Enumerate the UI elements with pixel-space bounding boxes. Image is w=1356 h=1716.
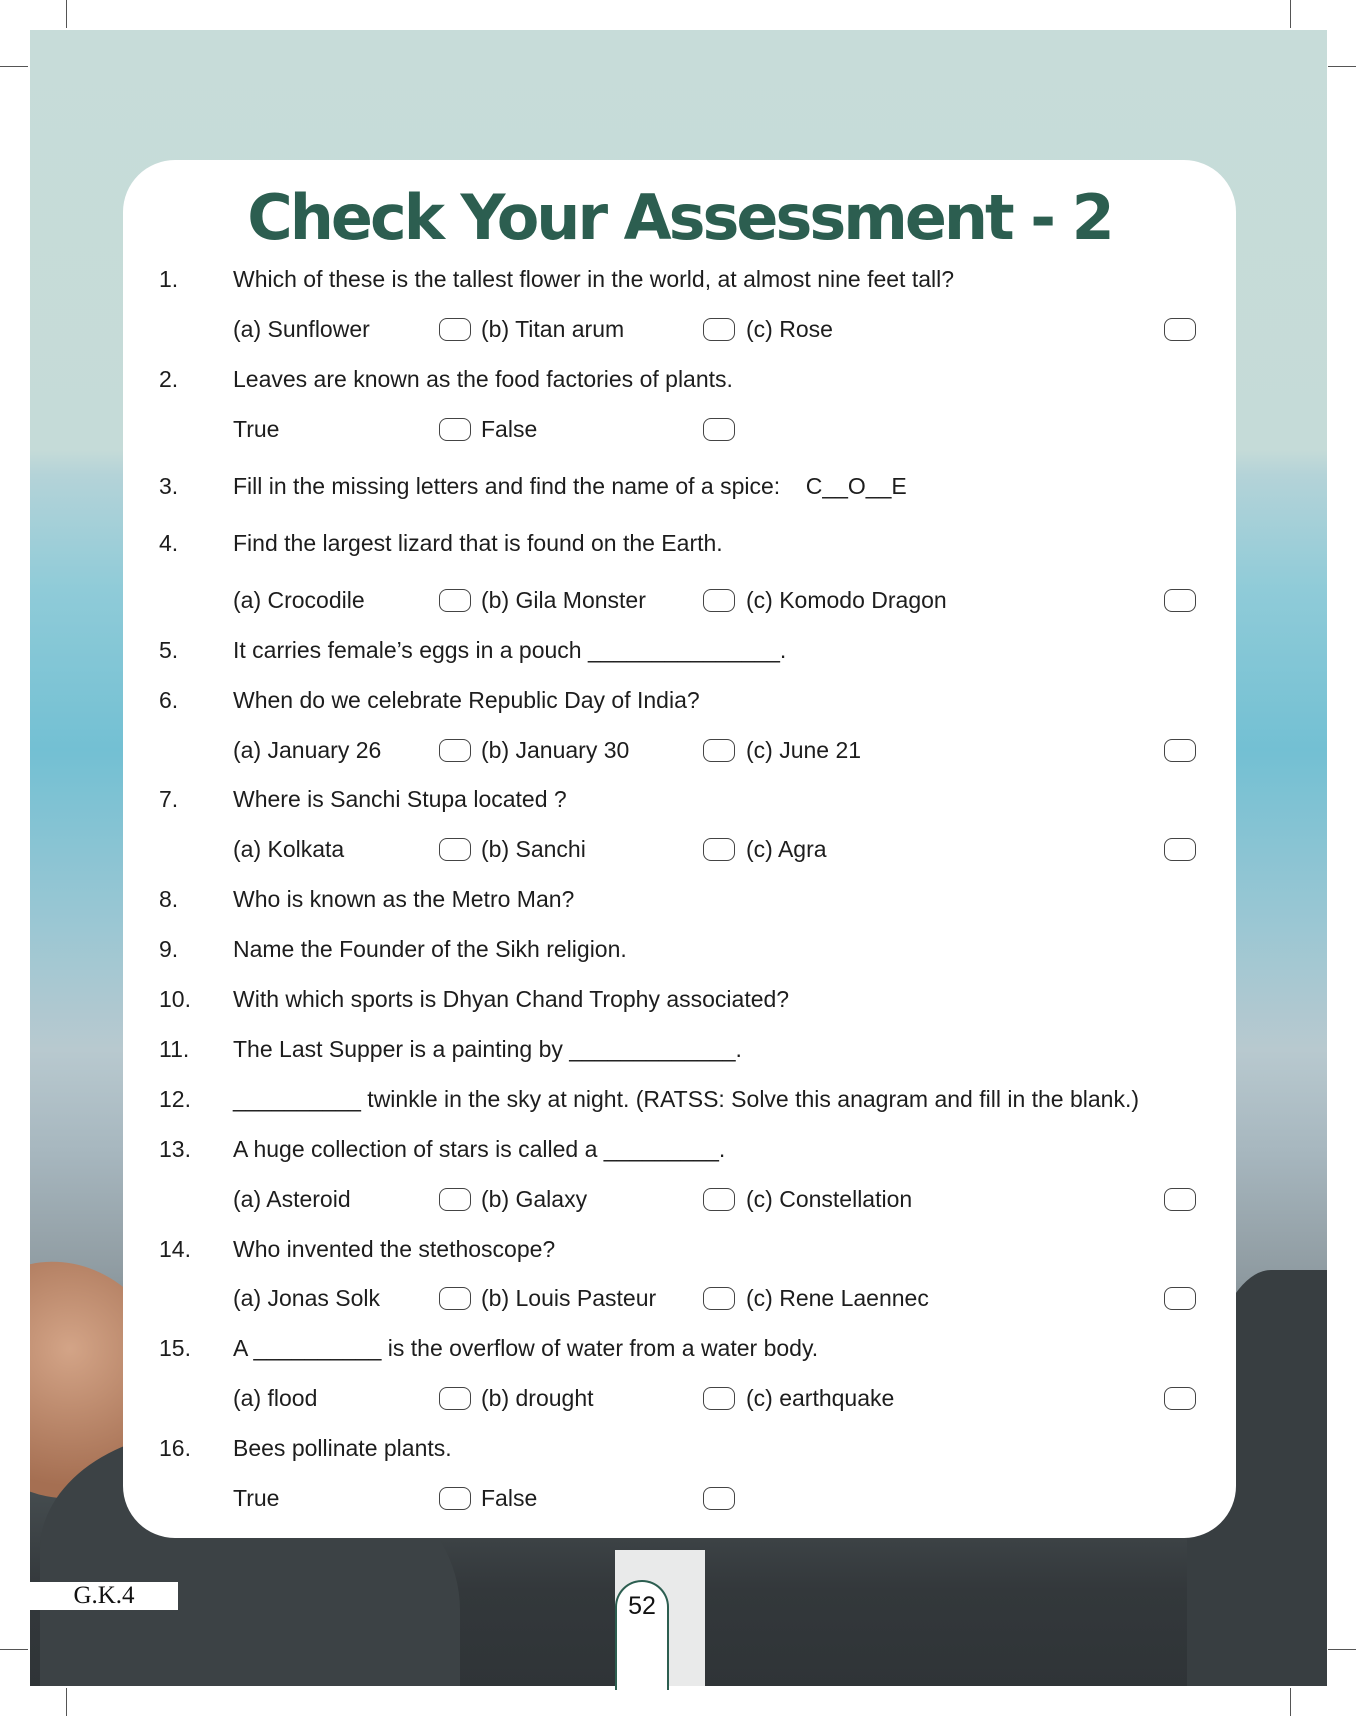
question-text: Leaves are known as the food factories of plants. — [233, 366, 733, 392]
option-label: (c) Agra — [746, 836, 827, 862]
option-label: (b) Titan arum — [481, 316, 625, 342]
question-number: 14. — [159, 1236, 191, 1262]
options-row — [123, 1381, 1236, 1415]
option-label: (a) flood — [233, 1385, 318, 1411]
question-row — [123, 932, 1236, 966]
option-label: (a) January 26 — [233, 737, 382, 763]
question-number: 7. — [159, 786, 179, 812]
option-label: (b) Gila Monster — [481, 587, 646, 613]
question-row — [123, 882, 1236, 916]
question-number: 8. — [159, 886, 179, 912]
answer-checkbox[interactable] — [703, 318, 735, 341]
option-label: (b) Galaxy — [481, 1186, 588, 1212]
answer-checkbox[interactable] — [439, 418, 471, 441]
question-row — [123, 1431, 1236, 1465]
crop-mark — [1290, 1688, 1291, 1716]
option-label: (c) earthquake — [746, 1385, 895, 1411]
question-row — [123, 633, 1236, 667]
option-label: (c) June 21 — [746, 737, 862, 763]
crop-mark — [0, 66, 28, 67]
crop-mark — [66, 0, 67, 28]
option-label: (c) Constellation — [746, 1186, 913, 1212]
question-text: Name the Founder of the Sikh religion. — [233, 936, 627, 962]
answer-checkbox[interactable] — [439, 589, 471, 612]
answer-checkbox[interactable] — [703, 418, 735, 441]
page-number: 52 — [615, 1580, 669, 1690]
question-text: With which sports is Dhyan Chand Trophy associated? — [233, 986, 790, 1012]
option-label: True — [233, 1485, 280, 1511]
question-text: A huge collection of stars is called a _________. — [233, 1136, 726, 1162]
question-text: It carries female’s eggs in a pouch _______________. — [233, 637, 787, 663]
option-label: (c) Rose — [746, 316, 833, 342]
options-row — [123, 1481, 1236, 1515]
question-number: 5. — [159, 637, 179, 663]
page-title: Check Your Assessment - 2 — [247, 181, 1112, 254]
answer-checkbox[interactable] — [439, 739, 471, 762]
answer-checkbox[interactable] — [703, 1188, 735, 1211]
question-text: The Last Supper is a painting by _____________. — [233, 1036, 742, 1062]
answer-checkbox[interactable] — [439, 1188, 471, 1211]
options-row — [123, 312, 1236, 346]
question-text: Who is known as the Metro Man? — [233, 886, 575, 912]
question-text: A __________ is the overflow of water from a water body. — [233, 1335, 819, 1361]
question-row — [123, 362, 1236, 396]
crop-mark — [66, 1688, 67, 1716]
option-label: (a) Crocodile — [233, 587, 365, 613]
option-label: False — [481, 1485, 538, 1511]
question-text: Bees pollinate plants. — [233, 1435, 452, 1461]
book-label: G.K.4 — [30, 1582, 178, 1610]
option-label: (a) Kolkata — [233, 836, 345, 862]
answer-checkbox[interactable] — [439, 838, 471, 861]
answer-checkbox[interactable] — [1164, 739, 1196, 762]
answer-checkbox[interactable] — [439, 1387, 471, 1410]
option-label: (a) Sunflower — [233, 316, 370, 342]
question-row — [123, 469, 1236, 503]
question-text: Where is Sanchi Stupa located ? — [233, 786, 567, 812]
question-number: 6. — [159, 687, 179, 713]
option-label: (c) Rene Laennec — [746, 1285, 929, 1311]
answer-checkbox[interactable] — [1164, 1287, 1196, 1310]
option-label: (b) drought — [481, 1385, 594, 1411]
options-row — [123, 1182, 1236, 1216]
crop-mark — [1290, 0, 1291, 28]
question-text: Find the largest lizard that is found on the Earth. — [233, 530, 723, 556]
option-label: True — [233, 416, 280, 442]
question-text: Fill in the missing letters and find the name of a spice: C__O__E — [233, 473, 907, 499]
options-row — [123, 832, 1236, 866]
answer-checkbox[interactable] — [439, 318, 471, 341]
answer-checkbox[interactable] — [1164, 589, 1196, 612]
options-row — [123, 412, 1236, 446]
option-label: (b) January 30 — [481, 737, 630, 763]
answer-checkbox[interactable] — [703, 1387, 735, 1410]
question-number: 2. — [159, 366, 179, 392]
question-number: 16. — [159, 1435, 191, 1461]
answer-checkbox[interactable] — [703, 739, 735, 762]
question-number: 3. — [159, 473, 179, 499]
answer-checkbox[interactable] — [703, 1287, 735, 1310]
question-row — [123, 1082, 1236, 1116]
question-text: Which of these is the tallest flower in the world, at almost nine feet tall? — [233, 266, 955, 292]
answer-checkbox[interactable] — [1164, 838, 1196, 861]
options-row — [123, 583, 1236, 617]
question-row — [123, 526, 1236, 560]
question-number: 13. — [159, 1136, 191, 1162]
question-row — [123, 683, 1236, 717]
option-label: (a) Asteroid — [233, 1186, 351, 1212]
question-number: 4. — [159, 530, 179, 556]
option-label: (b) Sanchi — [481, 836, 586, 862]
answer-checkbox[interactable] — [703, 1487, 735, 1510]
option-label: (b) Louis Pasteur — [481, 1285, 657, 1311]
question-number: 11. — [159, 1036, 190, 1062]
answer-checkbox[interactable] — [439, 1487, 471, 1510]
option-label: False — [481, 416, 538, 442]
question-number: 10. — [159, 986, 191, 1012]
answer-checkbox[interactable] — [703, 838, 735, 861]
answer-checkbox[interactable] — [1164, 1188, 1196, 1211]
assessment-card — [123, 160, 1236, 1538]
answer-checkbox[interactable] — [703, 589, 735, 612]
options-row — [123, 1281, 1236, 1315]
answer-checkbox[interactable] — [439, 1287, 471, 1310]
question-number: 1. — [159, 266, 179, 292]
question-row — [123, 1132, 1236, 1166]
question-text: __________ twinkle in the sky at night. (RATSS: Solve this anagram and fill in the blank.) — [233, 1086, 1140, 1112]
crop-mark — [1328, 1649, 1356, 1650]
question-row — [123, 1331, 1236, 1365]
question-number: 12. — [159, 1086, 191, 1112]
crop-mark — [0, 1649, 28, 1650]
question-row — [123, 262, 1236, 296]
answer-checkbox[interactable] — [1164, 1387, 1196, 1410]
question-row — [123, 1232, 1236, 1266]
question-row — [123, 1032, 1236, 1066]
question-number: 15. — [159, 1335, 191, 1361]
question-text: Who invented the stethoscope? — [233, 1236, 556, 1262]
answer-checkbox[interactable] — [1164, 318, 1196, 341]
question-row — [123, 782, 1236, 816]
question-row — [123, 982, 1236, 1016]
question-number: 9. — [159, 936, 179, 962]
option-label: (c) Komodo Dragon — [746, 587, 947, 613]
option-label: (a) Jonas Solk — [233, 1285, 381, 1311]
options-row — [123, 733, 1236, 767]
crop-mark — [1328, 66, 1356, 67]
question-text: When do we celebrate Republic Day of India? — [233, 687, 700, 713]
